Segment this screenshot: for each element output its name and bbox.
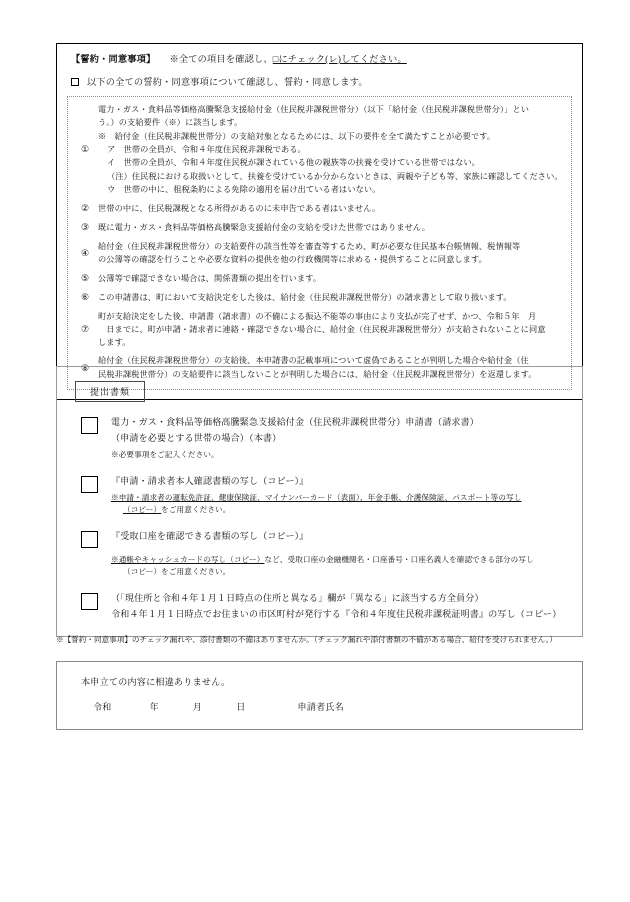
pledge-consent-panel	[56, 43, 583, 400]
pledge-item-number: ③	[81, 222, 89, 233]
pledge-item-number: ②	[81, 203, 89, 214]
pledge-agree-checkbox[interactable]	[71, 78, 79, 86]
pledge-item-number: ⑧	[81, 362, 89, 373]
document-note	[111, 554, 572, 578]
pledge-item-body	[98, 103, 565, 196]
pledge-item-line: 世帯の中に、住民税課税となる所得があるのに未申告である者はいません。	[98, 203, 381, 213]
pledge-item-body	[98, 221, 565, 234]
submission-documents-tag: 提出書類	[75, 381, 145, 402]
declaration-panel	[56, 661, 583, 730]
document-title: 『受取口座を確認できる書類の写し（コピー）』	[111, 531, 309, 542]
pledge-item-line: 町が支給決定をした後、申請書（請求書）の不備による振込不能等の事由により支払が完了せず、かつ、令和５年 月	[98, 311, 537, 321]
pledge-item-line: 給付金（住民税非課税世帯分）の支給要件の該当性等を審査等するため、町が必要な住民基本台帳情報、税情報等	[98, 241, 521, 251]
pledge-item-line: 既に電力・ガス・食料品等価格高騰緊急支援給付金の支給を受けた世帯ではありません。	[98, 222, 430, 232]
document-item-tax-exemption-certificate[interactable]	[81, 592, 572, 622]
pledge-heading	[71, 53, 572, 67]
era-label: 令和	[93, 702, 112, 713]
document-checkbox[interactable]	[81, 531, 98, 548]
document-title: （「現住所と令和４年１月１日時点の住所と異なる」欄が「異なる」に該当する方全員分）	[111, 593, 484, 604]
document-body	[111, 475, 572, 516]
document-checkbox[interactable]	[81, 417, 98, 434]
pledge-item-7	[72, 307, 565, 352]
pledge-item-number: ①	[81, 144, 89, 155]
pledge-item-number: ⑤	[81, 273, 89, 284]
pledge-heading-note-underlined: □にチェック(レ)してください。	[272, 54, 407, 64]
pledge-item-line: 電力・ガス・食料品等価格高騰緊急支援給付金（住民税非課税世帯分）（以下「給付金（住民税非課税世帯分）」とい	[98, 105, 530, 115]
document-title: 電力・ガス・食料品等価格高騰緊急支援給付金（住民税非課税世帯分）申請書（請求書）	[111, 417, 480, 427]
document-note-hang-underlined: （コピー）	[123, 505, 162, 515]
document-subtitle: （申請を必要とする世帯の場合）（本書）	[111, 432, 282, 443]
document-title: 『申請・請求者本人確認書類の写し（コピー）』	[111, 476, 309, 487]
pledge-agree-row[interactable]	[71, 76, 572, 90]
document-note-hang-plain: をご用意ください。	[161, 505, 231, 515]
document-note	[111, 492, 572, 516]
pledge-item-number: ⑥	[81, 292, 89, 303]
pledge-items-box	[67, 96, 572, 390]
pledge-item-line: 民税非課税世帯分）の支給要件に該当しないことが判明した場合には、給付金（住民税非課税世帯分）を返還します。	[98, 369, 537, 379]
document-body	[111, 530, 572, 578]
pledge-item-3	[72, 218, 565, 237]
document-note-continuation	[111, 504, 572, 516]
pledge-item-number: ⑦	[81, 324, 89, 335]
document-note: ※必要事項をご記入ください。	[111, 449, 219, 459]
pledge-item-line: この申請書は、町において支給決定をした後は、給付金（住民税非課税世帯分）の請求書として取り扱います。	[98, 292, 512, 302]
pledge-item-line: （注）住民税における取扱いとして、扶養を受けているか分からないときは、両親や子ども等、家族に確認してください。	[107, 171, 563, 181]
document-body	[111, 592, 572, 622]
document-item-identity-copy[interactable]	[81, 475, 572, 516]
submission-documents-panel	[56, 366, 583, 637]
document-note-continuation: （コピー）をご用意ください。	[123, 567, 231, 577]
pledge-heading-label: 【誓約・同意事項】	[71, 54, 156, 64]
pledge-item-line: 日までに、町が申請・請求者に連絡・確認できない場合に、給付金（住民税非課税世帯分）が支給されないことに同意	[98, 324, 546, 334]
pledge-item-2	[72, 199, 565, 218]
document-subtitle: 令和４年１月１日時点でお住まいの市区町村が発行する『令和４年度住民税非課税証明書』の写し（コピー）	[111, 609, 562, 620]
document-item-application-form[interactable]	[81, 416, 572, 461]
pledge-agree-label: 以下の全ての誓約・同意事項について確認し、誓約・同意します。	[87, 76, 368, 87]
pledge-item-line: ※ 給付金（住民税非課税世帯分）の支給対象となるためには、以下の要件を全て満たすことが必要です。	[98, 131, 496, 141]
pledge-item-body	[98, 310, 565, 350]
pledge-item-line: イ 世帯の全員が、令和４年度住民税が課されている他の親族等の扶養を受けている世帯ではない。	[107, 158, 480, 168]
month-label: 月	[192, 702, 203, 713]
document-note-underlined: ※申請・請求者の運転免許証、健康保険証、マイナンバーカード（表面）、年金手帳、介護保険証、パスポート等の写し	[111, 492, 522, 502]
document-item-bank-account-copy[interactable]	[81, 530, 572, 578]
pledge-heading-note-plain: ※全ての項目を確認し、	[169, 54, 273, 64]
pledge-item-line: う。）の支給要件（※）に該当します。	[98, 118, 243, 128]
year-label: 年	[149, 702, 159, 713]
document-note-underlined: ※通帳やキャッシュカードの写し（コピー）	[111, 555, 265, 565]
pledge-item-number: ④	[81, 247, 89, 258]
document-body	[111, 416, 572, 461]
pledge-item-body	[98, 272, 565, 285]
pledge-item-line: します。	[98, 338, 131, 348]
document-note-plain: など、受取口座の金融機関名・口座番号・口座名義人を確認できる部分の写し	[264, 555, 534, 565]
pledge-item-4	[72, 237, 565, 269]
document-checkbox[interactable]	[81, 476, 98, 493]
pledge-item-1	[72, 101, 565, 199]
pledge-item-line: 給付金（住民税非課税世帯分）の支給後、本申請書の記載事項について虚偽であることが判明した場合や給付金（住	[98, 356, 529, 366]
document-checkbox[interactable]	[81, 593, 98, 610]
pledge-item-line: の公簿等の確認を行うことや必要な資料の提供を他の行政機関等に求める・提供することに同意します。	[98, 254, 487, 264]
checklist-reminder-note: ※【誓約・同意事項】のチェック漏れや、添付書類の不備はありませんか。（チェック漏れや添付書類の不備がある場合、給付を受けられません。）	[56, 635, 558, 644]
pledge-item-line: ア 世帯の全員が、令和４年度住民税非課税である。	[107, 144, 306, 154]
day-label: 日	[236, 702, 246, 713]
pledge-item-5	[72, 269, 565, 288]
pledge-item-body	[98, 291, 565, 304]
pledge-item-body	[98, 202, 565, 215]
declaration-signature-row	[93, 700, 572, 713]
pledge-item-line: ウ 世帯の中に、租税条約による免除の適用を届け出ている者はいない。	[107, 184, 381, 194]
applicant-name-label: 申請者氏名	[297, 702, 345, 713]
pledge-item-6	[72, 288, 565, 307]
pledge-item-line: 公簿等で確認できない場合は、関係書類の提出を行います。	[98, 273, 322, 283]
declaration-statement: 本申立ての内容に相違ありません。	[81, 677, 231, 687]
pledge-item-body	[98, 240, 565, 267]
